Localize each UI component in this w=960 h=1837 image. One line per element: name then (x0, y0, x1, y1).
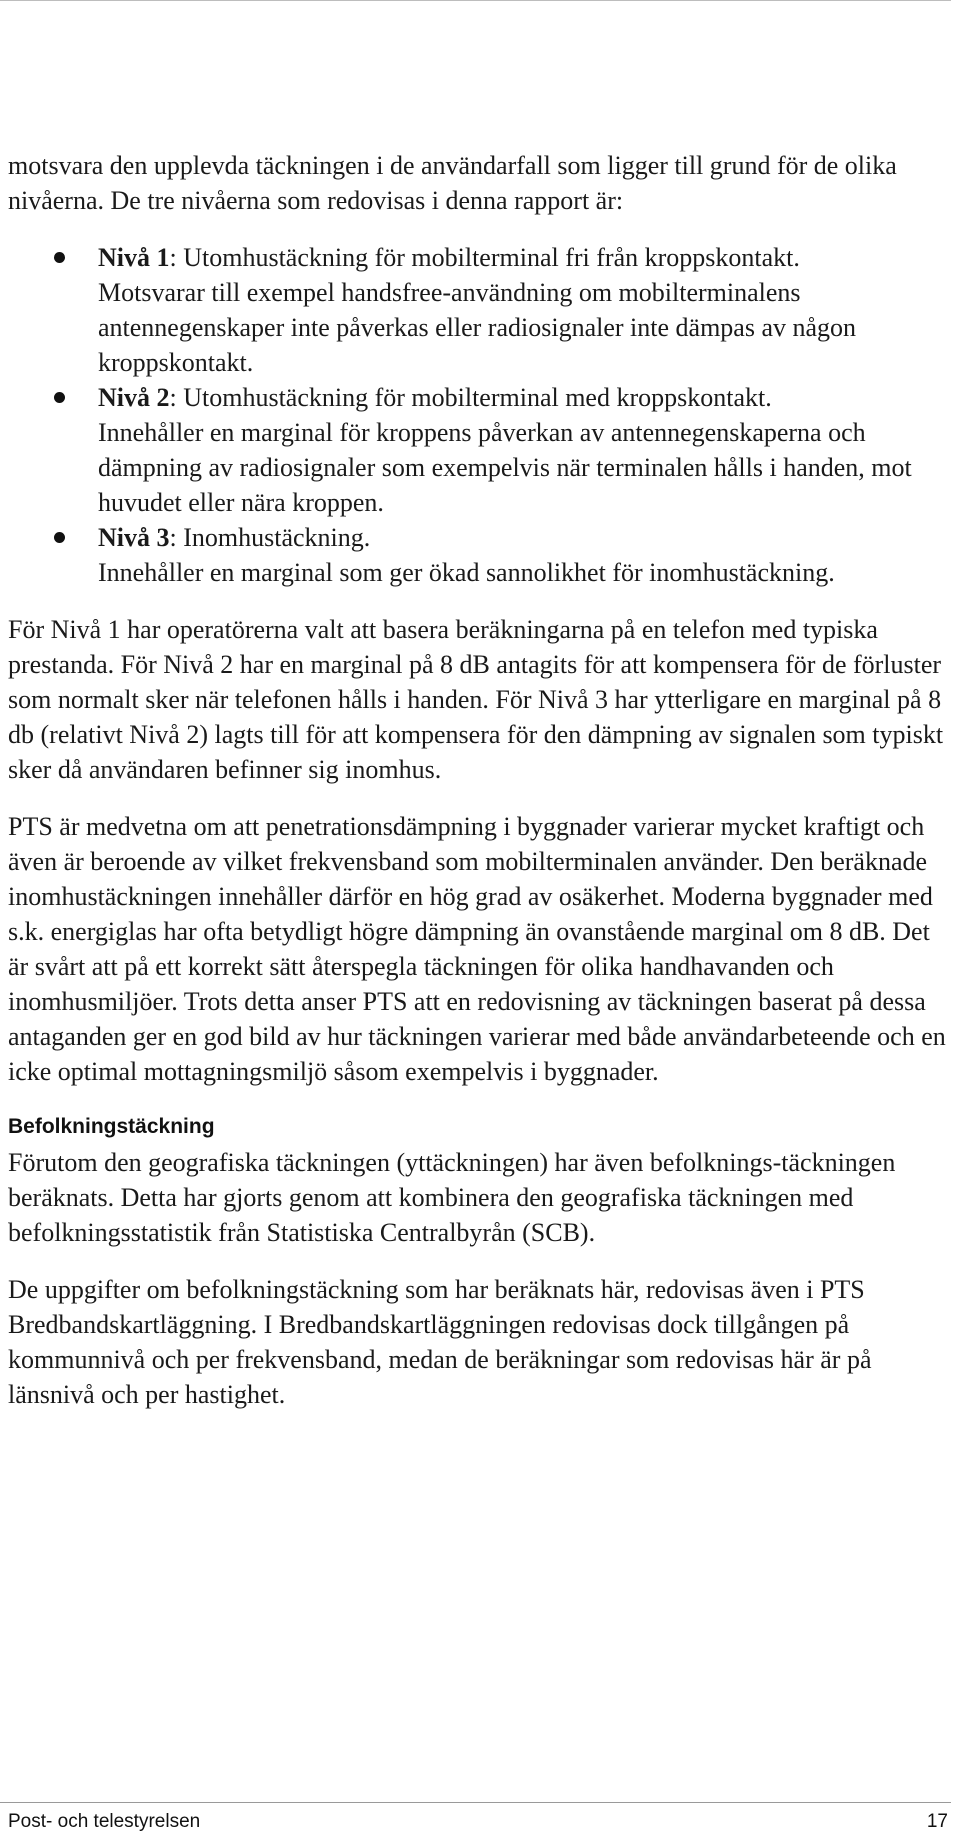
list-item-level-3 (8, 520, 950, 590)
bullet-icon (54, 252, 65, 263)
level-title: : Utomhustäckning för mobilterminal med kroppskontakt. (169, 383, 772, 412)
level-description: Motsvarar till exempel handsfree-användning om mobilterminalens antennegenskaper inte påverkas eller radiosignaler inte dämpas av någon kroppskontakt. (98, 278, 857, 377)
uncertainty-paragraph: PTS är medvetna om att penetrationsdämpning i byggnader varierar mycket kraftigt och även är beroende av vilket frekvensband som mobilterminalen använder. Den beräknade inomhustäckningen innehåller därför en hög grad av osäkerhet. Moderna byggnader med s.k. energiglas har ofta betydligt högre dämpning än ovanstående marginal om 8 dB. Det är svårt att på ett korrekt sätt återspegla täckningen för olika handhavanden och inomhusmiljöer. Trots detta anser PTS att en redovisning av täckningen baserat på dessa antaganden ger en god bild av hur täckningen varierar med både användarbeteende och en icke optimal mottagningsmiljö såsom exempelvis i byggnader. (8, 812, 946, 1086)
list-item-level-1 (8, 240, 950, 380)
level-title: : Inomhustäckning. (169, 523, 371, 552)
section-heading: Befolkningstäckning (8, 1115, 215, 1138)
margins-paragraph: För Nivå 1 har operatörerna valt att basera beräkningarna på en telefon med typiska prestanda. För Nivå 2 har en marginal på 8 dB antagits för att kompensera för de förluster som normalt sker när telefonen hålls i handen. För Nivå 3 har ytterligare en marginal på 8 db (relativt Nivå 2) lagts till för att kompensera för den dämpning av signalen som typiskt sker då användaren befinner sig inomhus. (8, 615, 944, 784)
level-label: Nivå 3 (98, 523, 170, 552)
broadband-paragraph: De uppgifter om befolkningstäckning som har beräknats här, redovisas även i PTS Bredbandskartläggning. I Bredbandskartläggningen redovisas dock tillgången på kommunnivå och per frekvensband, medan de beräkningar som redovisas här är på länsnivå och per hastighet. (8, 1275, 872, 1409)
level-description: Innehåller en marginal som ger ökad sannolikhet för inomhustäckning. (98, 558, 835, 587)
page-number: 17 (926, 1811, 948, 1832)
levels-list (8, 240, 950, 590)
level-title: : Utomhustäckning för mobilterminal fri från kroppskontakt. (169, 243, 800, 272)
intro-paragraph: motsvara den upplevda täckningen i de användarfall som ligger till grund för de olika nivåerna. De tre nivåerna som redovisas i denna rapport är: (8, 151, 897, 215)
footer-divider (0, 1802, 951, 1803)
bullet-icon (54, 392, 65, 403)
page-content (8, 148, 950, 1412)
top-divider (0, 0, 951, 1)
list-item-level-2 (8, 380, 950, 520)
population-paragraph: Förutom den geografiska täckningen (yttäckningen) har även befolknings-täckningen beräknats. Detta har gjorts genom att kombinera den geografiska täckningen med befolkningsstatistik från Statistiska Centralbyrån (SCB). (8, 1148, 896, 1247)
footer-organization: Post- och telestyrelsen (8, 1811, 201, 1832)
bullet-icon (54, 532, 65, 543)
level-description: Innehåller en marginal för kroppens påverkan av antennegenskaperna och dämpning av radiosignaler som exempelvis när terminalen hålls i handen, mot huvudet eller nära kroppen. (98, 418, 912, 517)
level-label: Nivå 1 (98, 243, 170, 272)
level-label: Nivå 2 (98, 383, 170, 412)
